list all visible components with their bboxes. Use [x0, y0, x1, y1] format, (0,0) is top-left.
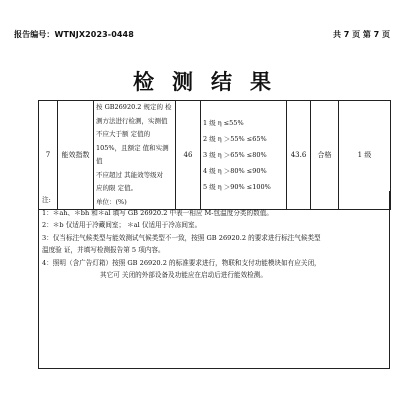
page-count: 共 7 页 第 7 页 — [332, 30, 390, 39]
grade-limit: 5 级 η ＞90% ≤100% — [203, 183, 271, 191]
note-line: 4：照明（含广告灯箱）按照 GB 26920.2 的标准要求进行，物联和支付功能模块如有应关闭， — [42, 258, 321, 267]
grade-result: 1 级 — [339, 101, 391, 210]
note-line: 其它可 关闭的外部设备及功能应在启动后进行能效检测。 — [100, 271, 267, 279]
requirement-line: 单位：(%) — [96, 197, 127, 206]
grade-limit: 1 级 η ≤55% — [203, 119, 244, 127]
grade-limit: 3 级 η ＞65% ≤80% — [203, 151, 267, 159]
note-line: 2：＊b 仅适用于冷藏间室； ＊al 仅适用于冷冻间室。 — [42, 221, 202, 229]
note-line: 温度验 证，并填写检测报告第 5 项内容。 — [42, 246, 165, 254]
requirement-line: 测方法进行检测，实测值 — [96, 116, 168, 125]
verdict: 合格 — [311, 101, 339, 210]
rated-value: 46 — [176, 101, 201, 210]
requirement-line: 不应超过 其能效等级对 — [96, 170, 164, 179]
test-item: 能效指数 — [58, 101, 94, 210]
notes-box — [38, 191, 390, 369]
grade-limit: 2 级 η ＞55% ≤65% — [203, 135, 267, 143]
requirement-line: 不应大于额 定值的 — [96, 130, 151, 138]
requirement-line: 应的限 定值。 — [96, 184, 138, 192]
requirement-line: 105%，且额定 值和实测值 — [96, 143, 169, 165]
page-title: 检测结果 — [133, 69, 289, 94]
notes-heading: 注: — [42, 196, 51, 204]
note-line: 1：＊ah、＊bh 和＊al 填写 GB 26920.2 中表一相应 M-包温度分类的数值。 — [42, 208, 273, 217]
note-line: 3：仅当标注气候类型与能效测试气候类型不一致，按照 GB 26920.2 的要求进行标注气候类型 — [42, 233, 321, 242]
grade-limit: 4 级 η ＞80% ≤90% — [203, 167, 267, 175]
report-number: 报告编号：WTNJX2023-0448 — [14, 30, 134, 39]
requirement-line: 按 GB26920.2 规定的 检 — [96, 103, 172, 111]
measured-value: 43.6 — [287, 101, 311, 210]
row-index: 7 — [39, 101, 58, 210]
